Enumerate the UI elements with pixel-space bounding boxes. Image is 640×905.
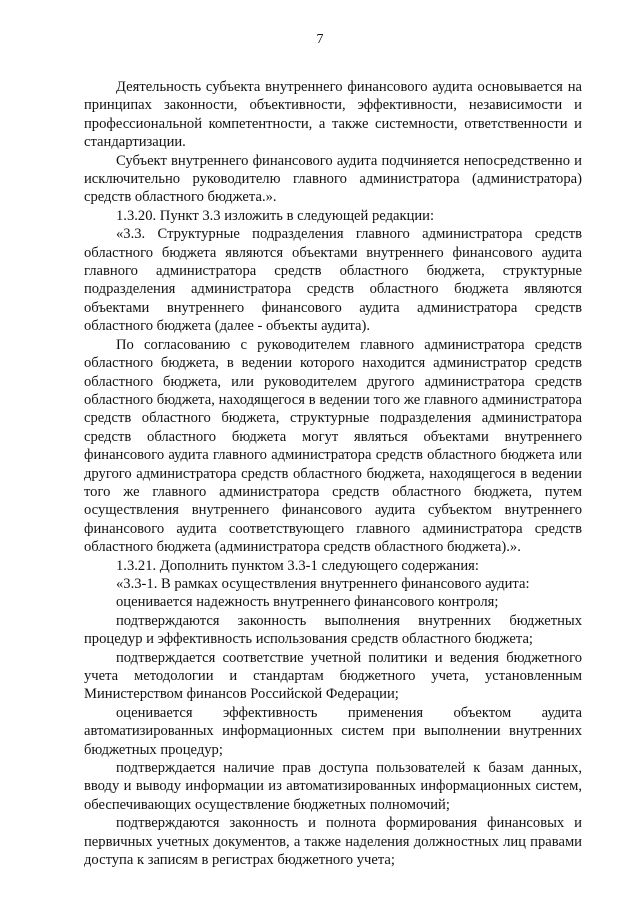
- page-number: 7: [316, 32, 324, 47]
- paragraph: подтверждается соответствие учетной политики и ведения бюджетного учета методологии и стандартам бюджетного учета, установленным Министерством финансов Российской Федерации;: [84, 649, 582, 703]
- paragraph: «3.3. Структурные подразделения главного администратора средств областного бюджета являются объектами внутреннего финансового аудита главного администратора средств областного бюджета, структурные подразделения администратора средств областного бюджета являются объектами внутреннего финансового аудита администратора средств областного бюджета (далее - объекты аудита).: [84, 226, 582, 335]
- paragraph: подтверждаются законность выполнения внутренних бюджетных процедур и эффективность использования средств областного бюджета;: [84, 612, 582, 648]
- paragraph: 1.3.20. Пункт 3.3 изложить в следующей редакции:: [116, 207, 435, 224]
- paragraph: оценивается эффективность применения объектом аудита автоматизированных информационных систем при выполнении внутренних бюджетных процедур;: [84, 704, 582, 758]
- paragraph: 1.3.21. Дополнить пунктом 3.3-1 следующего содержания:: [116, 557, 479, 574]
- paragraph: «3.3-1. В рамках осуществления внутреннего финансового аудита:: [116, 575, 530, 592]
- paragraph: оценивается надежность внутреннего финансового контроля;: [116, 594, 499, 611]
- document-body: [84, 78, 582, 869]
- paragraph: подтверждается наличие прав доступа пользователей к базам данных, вводу и выводу информации из автоматизированных информационных систем, обеспечивающих осуществление бюджетных полномочий;: [84, 760, 582, 813]
- paragraph: подтверждаются законность и полнота формирования финансовых и первичных учетных документов, а также наделения должностных лиц правами доступа к записям в регистрах бюджетного учета;: [84, 815, 582, 869]
- paragraph: По согласованию с руководителем главного администратора средств областного бюджета, в ведении которого находится администратор средств областного бюджета, или руководителем другого администратора средств областного бюджета, находящегося в ведении того же главного администратора средств областного бюджета, структурные подразделения администратора средств областного бюджета могут являться объектами внутреннего финансового аудита главного администратора средств областного бюджета или другого администратора средств областного бюджета, находящегося в ведении того же главного администратора средств областного бюджета, путем осуществления внутреннего финансового аудита субъектом внутреннего финансового аудита соответствующего главного администратора средств областного бюджета (администратора средств областного бюджета).».: [84, 336, 582, 556]
- paragraph: Деятельность субъекта внутреннего финансового аудита основывается на принципах законности, объективности, эффективности, независимости и профессиональной компетентности, а также системности, ответственности и стандартизации.: [84, 79, 582, 151]
- paragraph: Субъект внутреннего финансового аудита подчиняется непосредственно и исключительно руководителю главного администратора (администратора) средств областного бюджета.».: [84, 152, 582, 206]
